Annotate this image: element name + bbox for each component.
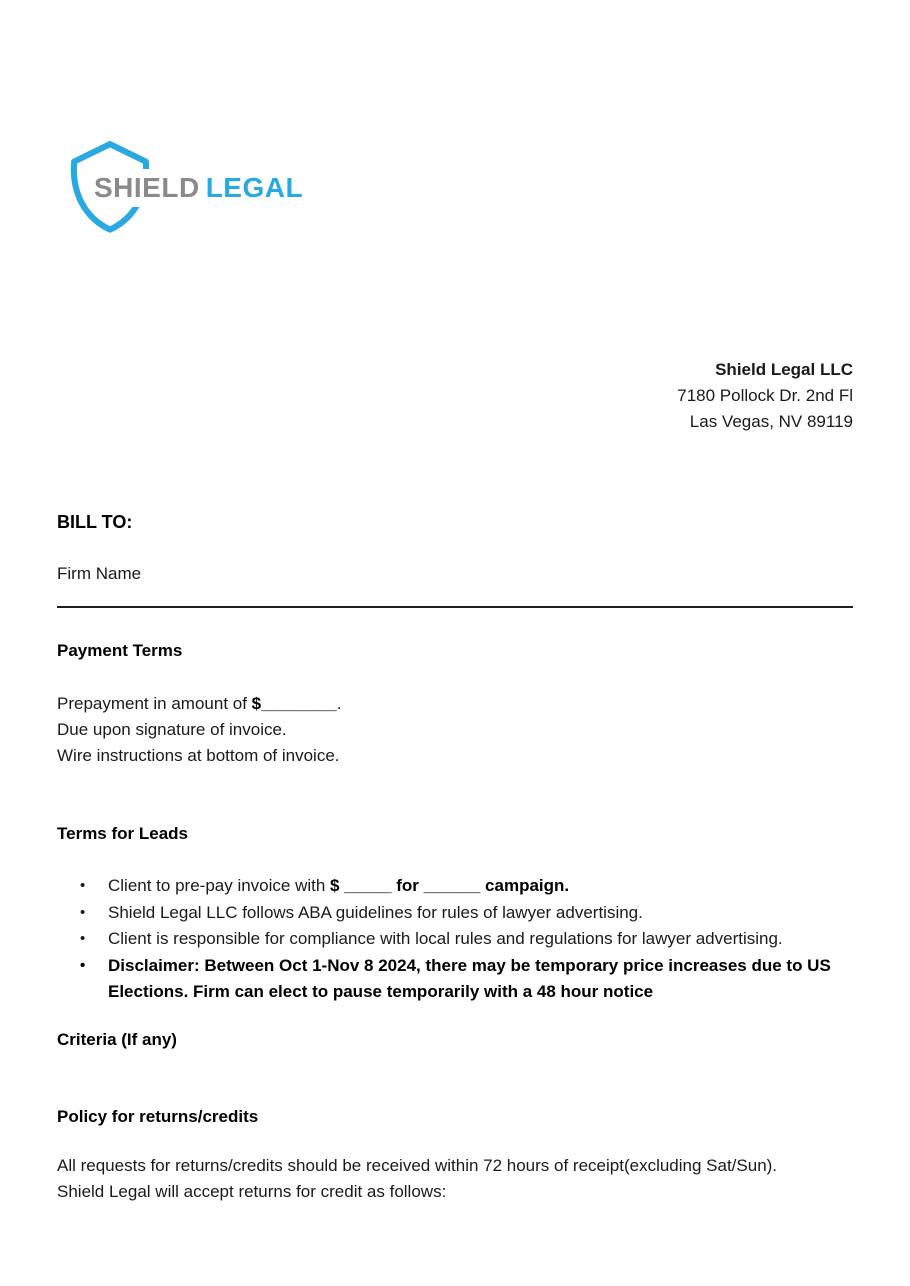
bullet-icon: •	[80, 903, 86, 921]
payment-line-wire: Wire instructions at bottom of invoice.	[57, 746, 340, 765]
company-address-line1: 7180 Pollock Dr. 2nd Fl	[677, 386, 853, 405]
prepayment-period: .	[336, 694, 342, 713]
bullet-icon: •	[80, 877, 86, 894]
payment-line-prepayment	[57, 691, 342, 717]
logo-wordmark	[90, 169, 307, 207]
bullet-text: Client is responsible for compliance with local rules and regulations for lawyer advertising.	[108, 929, 783, 948]
bill-to-heading: BILL TO:	[57, 512, 133, 532]
list-item	[80, 953, 862, 1006]
payment-terms-heading: Payment Terms	[57, 641, 183, 660]
company-address-line2: Las Vegas, NV 89119	[689, 412, 853, 431]
logo-word-shield: SHIELD	[94, 172, 200, 203]
bullet-text: Client to pre-pay invoice with	[108, 876, 331, 895]
payment-line-due: Due upon signature of invoice.	[57, 720, 287, 739]
firm-name-label: Firm Name	[57, 564, 142, 583]
terms-for-leads-list	[80, 873, 862, 1006]
policy-line-1: All requests for returns/credits should be received within 72 hours of receipt(excluding Sat/Sun).	[57, 1156, 778, 1175]
bullet-bold-text: $ _____ for ______ campaign.	[330, 876, 570, 895]
shield-legal-logo	[66, 136, 304, 240]
payment-terms-body	[57, 691, 342, 769]
company-address-block	[677, 357, 853, 435]
bullet-icon: •	[80, 956, 86, 974]
list-item	[80, 873, 862, 900]
terms-for-leads-heading: Terms for Leads	[57, 824, 189, 843]
prepayment-text: Prepayment in amount of	[57, 694, 252, 713]
policy-line-2: Shield Legal will accept returns for credit as follows:	[57, 1182, 447, 1201]
prepayment-amount-blank: $________	[251, 694, 337, 713]
list-item	[80, 900, 862, 927]
criteria-heading: Criteria (If any)	[57, 1030, 177, 1049]
list-item	[80, 926, 862, 953]
bullet-icon: •	[80, 930, 86, 947]
returns-policy-heading: Policy for returns/credits	[57, 1107, 259, 1126]
bullet-text: Shield Legal LLC follows ABA guidelines for rules of lawyer advertising.	[108, 902, 643, 922]
returns-policy-body	[57, 1153, 857, 1205]
firm-name-underline	[57, 606, 853, 608]
company-name: Shield Legal LLC	[715, 360, 853, 379]
bullet-bold-text: Disclaimer: Between Oct 1-Nov 8 2024, there may be temporary price increases due to US Elections. Firm can elect to pause temporarily with a 48 hour notice	[108, 955, 831, 1001]
logo-word-legal: LEGAL	[205, 172, 304, 203]
